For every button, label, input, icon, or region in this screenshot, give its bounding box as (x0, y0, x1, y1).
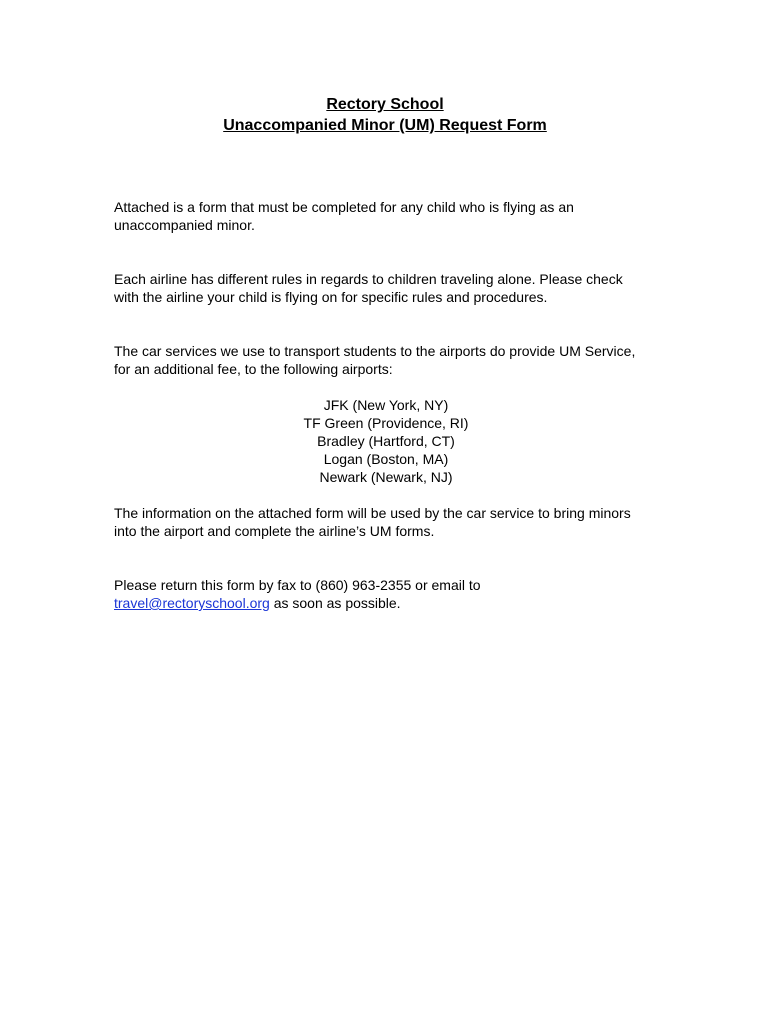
paragraph-airline-rules: Each airline has different rules in regards to children traveling alone. Please check with the airline your child is flying on for specific rules and procedures. (114, 271, 623, 305)
document-body (114, 198, 644, 612)
return-instructions-suffix: as soon as possible. (269, 595, 401, 611)
airport-item: JFK (New York, NY) (323, 397, 449, 413)
airport-item: TF Green (Providence, RI) (303, 415, 469, 431)
return-instructions-text: Please return this form by fax to (860) 963-2355 or email to (114, 577, 481, 593)
airport-item: Newark (Newark, NJ) (319, 469, 453, 485)
paragraph-attached-form: Attached is a form that must be completed for any child who is flying as an unaccompanied minor. (114, 199, 574, 233)
form-title-heading: Unaccompanied Minor (UM) Request Form (223, 117, 547, 134)
paragraph-form-usage: The information on the attached form will be used by the car service to bring minors into the airport and complete the airline’s UM forms. (114, 505, 631, 539)
email-link[interactable]: travel@rectoryschool.org (114, 595, 270, 611)
paragraph-return-instructions (114, 576, 644, 612)
document-title (0, 94, 770, 136)
school-name-heading: Rectory School (326, 96, 444, 113)
airport-list (114, 396, 658, 486)
paragraph-car-services: The car services we use to transport students to the airports do provide UM Service, for an additional fee, to the following airports: (114, 343, 636, 377)
airport-item: Bradley (Hartford, CT) (317, 433, 455, 449)
airport-item: Logan (Boston, MA) (323, 451, 449, 467)
